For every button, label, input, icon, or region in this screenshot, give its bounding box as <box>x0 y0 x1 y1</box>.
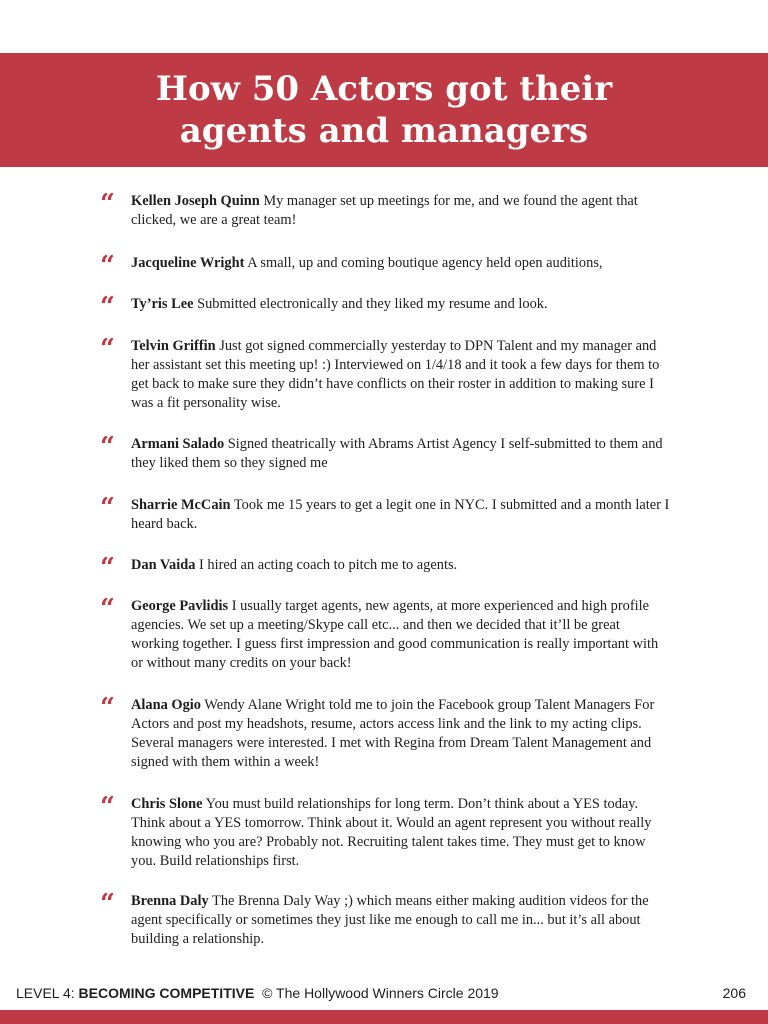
footer-copyright: © The Hollywood Winners Circle 2019 <box>254 985 499 1001</box>
quote-item <box>100 251 670 281</box>
quote-item <box>100 189 670 230</box>
quote-author: Sharrie McCain <box>131 497 231 513</box>
page-footer <box>16 985 746 1005</box>
quote-text: The Brenna Daly Way ;) which means either making audition videos for the agent specifically or sometimes they just like me enough to call me in... but it’s all about building a relationship. <box>131 893 649 947</box>
quote-mark-icon: “ <box>100 251 115 281</box>
quote-mark-icon: “ <box>100 693 115 723</box>
quote-item <box>100 334 670 413</box>
quote-text: A small, up and coming boutique agency held open auditions, <box>244 255 603 271</box>
quote-text: Took me 15 years to get a legit one in NYC. I submitted and a month later I heard back. <box>131 497 670 532</box>
page-title <box>156 68 612 152</box>
quote-mark-icon: “ <box>100 792 115 822</box>
quote-mark-icon: “ <box>100 889 115 919</box>
quote-author: Armani Salado <box>131 436 225 452</box>
quote-item <box>100 889 670 949</box>
quote-author: Brenna Daly <box>131 893 209 909</box>
page-title-line-1: How 50 Actors got their <box>155 69 613 109</box>
quote-text: Submitted electronically and they liked my resume and look. <box>193 296 548 312</box>
quote-author: Ty’ris Lee <box>131 296 194 312</box>
quote-item <box>100 792 670 871</box>
quote-text: I hired an acting coach to pitch me to agents. <box>195 557 458 573</box>
quote-author: Telvin Griffin <box>131 338 216 354</box>
quote-item <box>100 493 670 534</box>
quote-mark-icon: “ <box>100 292 115 322</box>
footer-section: BECOMING COMPETITIVE <box>78 985 255 1001</box>
quote-mark-icon: “ <box>100 594 115 624</box>
quote-text: Wendy Alane Wright told me to join the Facebook group Talent Managers For Actors and post my headshots, resume, actors access link and the link to my acting clips. Several managers were interested. I met with Regina from Dream Talent Management and signed with them within a week! <box>131 697 655 770</box>
quote-item <box>100 432 670 473</box>
quote-mark-icon: “ <box>100 432 115 462</box>
quote-author: Chris Slone <box>131 796 203 812</box>
quote-text: Just got signed commercially yesterday to DPN Talent and my manager and her assistant set this meeting up! :) Interviewed on 1/4/18 and it took a few days for them to get back to make sure they didn’t have conflicts on their roster in addition to making sure I was a fit personality wise. <box>131 338 660 411</box>
quote-text: My manager set up meetings for me, and we found the agent that clicked, we are a great team! <box>131 193 638 228</box>
page-number: 206 <box>722 985 746 1001</box>
page-title-line-2: agents and managers <box>179 111 589 151</box>
footer-bar <box>0 1010 768 1024</box>
quote-item <box>100 594 670 673</box>
footer-level: LEVEL 4: <box>16 985 79 1001</box>
quote-mark-icon: “ <box>100 553 115 583</box>
quote-mark-icon: “ <box>100 189 115 219</box>
quote-text: You must build relationships for long term. Don’t think about a YES today. Think about a YES tomorrow. Think about it. Would an agent represent you without really knowing who you are? Probably not. Recruiting talent takes time. They must get to know you. Build relationships first. <box>131 796 652 869</box>
quote-author: Jacqueline Wright <box>131 255 245 271</box>
quote-mark-icon: “ <box>100 493 115 523</box>
quote-item <box>100 553 670 583</box>
title-banner <box>0 53 768 167</box>
quote-author: Alana Ogio <box>131 697 201 713</box>
quote-mark-icon: “ <box>100 334 115 364</box>
quote-author: Dan Vaida <box>131 557 196 573</box>
quote-text: I usually target agents, new agents, at more experienced and high profile agencies. We set up a meeting/Skype call etc... and then we decided that it’ll be great working together. I guess first impression and good communication is really important with or without many credits on your back! <box>131 598 659 671</box>
quote-item <box>100 693 670 772</box>
quote-author: Kellen Joseph Quinn <box>131 193 260 209</box>
quote-author: George Pavlidis <box>131 598 229 614</box>
quote-text: Signed theatrically with Abrams Artist Agency I self-submitted to them and they liked them so they signed me <box>131 436 663 471</box>
quote-list <box>100 189 670 949</box>
quote-item <box>100 292 670 322</box>
